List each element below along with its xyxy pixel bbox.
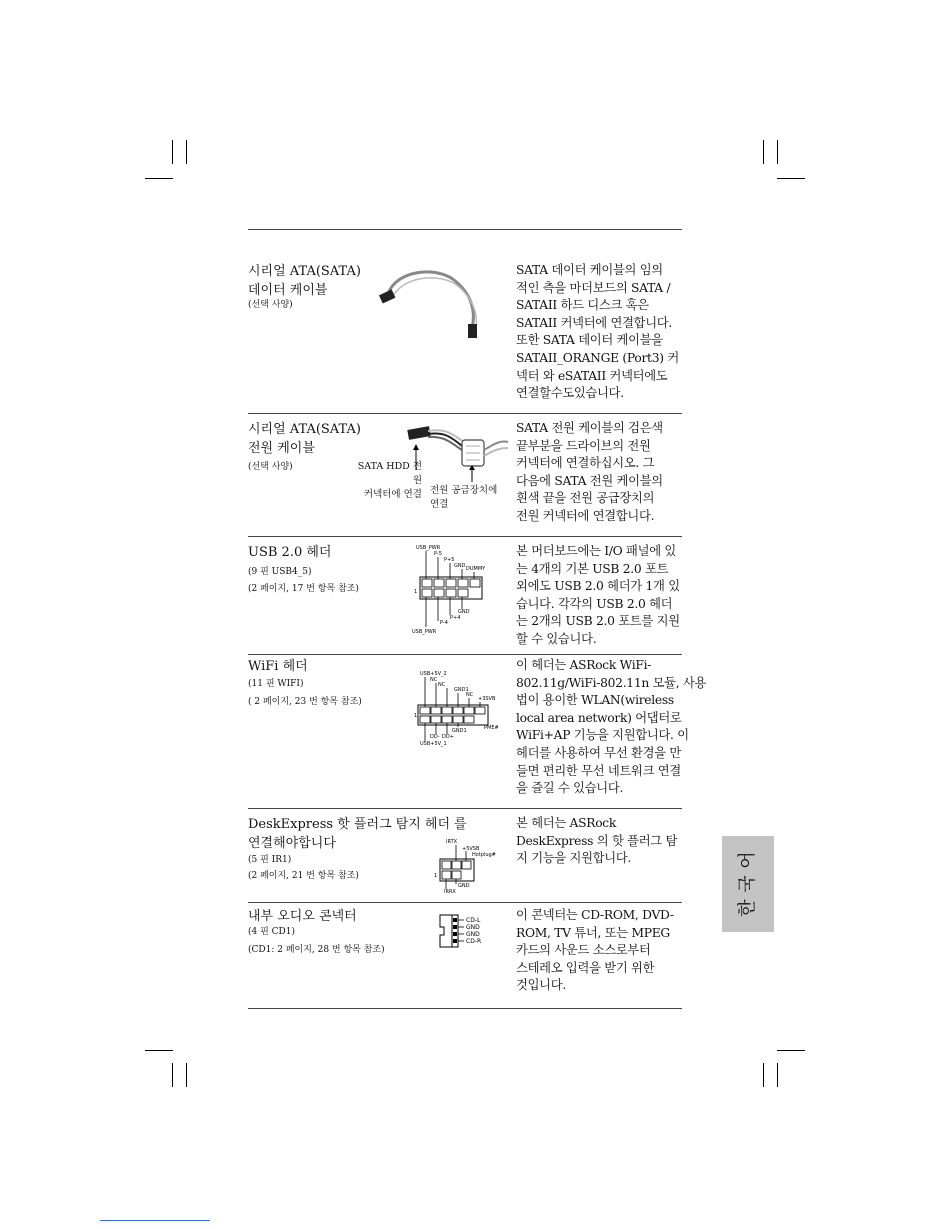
pin-label: USB_PWR <box>412 629 437 635</box>
description-line: 흰색 끝을 전원 공급장치의 <box>516 491 655 506</box>
pin-label: DD- <box>430 734 440 740</box>
pin-label: IRRX <box>444 889 456 895</box>
pin-label: +3SVB <box>478 696 496 702</box>
description-line: 외에도 USB 2.0 헤더가 1개 있 <box>516 579 680 594</box>
pin-label: Hotplug# <box>472 852 496 858</box>
section-note: (11 핀 WIFI) <box>248 679 304 689</box>
section-sata-data-cable <box>248 262 682 412</box>
section-description <box>516 420 686 526</box>
description-line: 본 머더보드에는 I/O 패널에 있 <box>516 544 676 558</box>
label-line: 커넥터에 연결 <box>363 489 422 500</box>
title-line: 데이터 케이블 <box>248 283 328 298</box>
description-line: 을 즐길 수 있습니다. <box>516 781 624 796</box>
section-deskexpress-header <box>248 815 682 901</box>
label-line: SATA HDD 전원 <box>357 461 422 486</box>
title-line: WiFi 헤더 <box>248 659 308 674</box>
crop-mark <box>777 140 778 164</box>
section-note: (4 핀 CD1) <box>248 927 295 937</box>
pin-label: NC <box>438 682 446 688</box>
pin-label: P-5 <box>434 551 442 557</box>
pin-label: USB+5V_1 <box>420 741 447 747</box>
pin-one-marker: 1 <box>434 873 438 879</box>
pin-label: USB+5V_2 <box>420 671 447 677</box>
pin-label: P-4 <box>440 620 448 626</box>
crop-mark <box>172 1063 173 1087</box>
description-line: SATAII_ORANGE (Port3) 커 <box>516 350 679 365</box>
section-title <box>248 657 308 676</box>
description-line: 지 기능을 지원합니다. <box>516 851 632 866</box>
description-line: 는 4개의 기본 USB 2.0 포트 <box>516 561 669 576</box>
description-line: SATAII 커넥터에 연결합니다. <box>516 315 672 330</box>
section-title <box>248 262 361 300</box>
pin-one-marker: 1 <box>414 589 418 595</box>
power-label-left <box>352 460 422 502</box>
audio-connector-pinout <box>438 913 508 953</box>
description-line: DeskExpress 의 핫 플러그 탐 <box>516 833 678 848</box>
section-divider <box>248 654 682 655</box>
crop-mark <box>777 1063 778 1087</box>
description-line: 본 헤더는 ASRock <box>516 816 617 830</box>
section-title <box>248 907 357 926</box>
pin-label: NC <box>430 677 438 683</box>
section-note: (2 페이지, 21 번 항목 참조) <box>248 871 359 881</box>
description-line: SATAII 하드 디스크 혹은 <box>516 298 649 313</box>
description-line: 할 수 있습니다. <box>516 631 597 646</box>
description-line: 커넥터에 연결하십시오. 그 <box>516 456 655 471</box>
bottom-underline <box>100 1220 210 1221</box>
section-description <box>516 543 686 649</box>
crop-mark <box>145 178 173 179</box>
title-line: 연결해야합니다 <box>248 836 336 851</box>
description-line: 이 콘넥터는 CD-ROM, DVD- <box>516 908 674 922</box>
section-description <box>516 262 686 403</box>
usb-header-pinout <box>408 543 508 637</box>
title-line: 시리얼 ATA(SATA) <box>248 422 361 437</box>
title-line: DeskExpress 핫 플러그 탐지 헤더 를 <box>248 817 467 832</box>
description-line: 적인 측을 마더보드의 SATA / <box>516 280 671 295</box>
section-note: (9 핀 USB4_5) <box>248 567 312 577</box>
crop-mark <box>145 1050 173 1051</box>
title-line: 시리얼 ATA(SATA) <box>248 264 361 279</box>
section-divider <box>248 902 682 903</box>
section-description <box>516 907 686 995</box>
description-line: SATA 전원 케이블의 검은색 <box>516 421 663 435</box>
section-description <box>516 815 686 868</box>
description-line: 연결할수도있습니다. <box>516 386 624 401</box>
section-title <box>248 543 331 562</box>
section-note: (5 핀 IR1) <box>248 855 292 865</box>
description-line: 802.11g/WiFi-802.11n 모듈, 사용 <box>516 675 707 690</box>
pin-label: GND <box>466 931 480 938</box>
pin-one-marker: 1 <box>414 713 418 719</box>
pin-label: IRTX <box>446 839 458 845</box>
title-line: 내부 오디오 콘넥터 <box>248 909 357 924</box>
crop-mark <box>763 1063 764 1087</box>
sata-data-cable-image <box>376 262 496 342</box>
description-line: 스테레오 입력을 받기 위한 <box>516 960 655 975</box>
description-line: SATA 데이터 케이블의 임의 <box>516 263 663 277</box>
section-note: (CD1: 2 페이지, 28 번 항목 참조) <box>248 945 385 955</box>
description-line: 는 2개의 USB 2.0 포트를 지원 <box>516 614 680 629</box>
label-line: 연결 <box>430 499 449 510</box>
title-line: 전원 케이블 <box>248 441 315 456</box>
pin-label: CD-L <box>466 917 481 924</box>
pin-label: GND1 <box>452 728 467 734</box>
pin-label: P+5 <box>444 557 455 563</box>
section-note: (선택 사양) <box>248 300 293 310</box>
pin-label: PME# <box>484 725 499 731</box>
description-line: 들면 편리한 무선 네트워크 연결 <box>516 763 681 778</box>
description-line: 이 헤더는 ASRock WiFi- <box>516 658 652 672</box>
description-line: 습니다. 각각의 USB 2.0 헤더 <box>516 596 673 611</box>
pin-label: DD+ <box>442 734 454 740</box>
section-usb-header <box>248 543 682 653</box>
deskexpress-header-pinout <box>432 837 512 901</box>
tab-char: 국 <box>737 875 758 893</box>
description-line: local area network) 어댑터로 <box>516 710 682 725</box>
section-note: (2 페이지, 17 번 항목 참조) <box>248 584 359 594</box>
tab-char: 한 <box>737 899 758 917</box>
description-line: WiFi+AP 기능을 지원합니다. 이 <box>516 728 689 743</box>
pin-label: GND <box>454 563 466 569</box>
section-note: (선택 사양) <box>248 462 293 472</box>
top-rule <box>248 229 682 230</box>
description-line: ROM, TV 튜너, 또는 MPEG <box>516 925 670 940</box>
wifi-header-pinout <box>414 669 514 753</box>
crop-mark <box>777 178 805 179</box>
title-line: USB 2.0 헤더 <box>248 545 332 560</box>
section-divider <box>248 536 682 537</box>
label-line: 전원 공급장치에 <box>430 485 498 496</box>
section-sata-power-cable <box>248 420 682 532</box>
description-line: 법이 용이한 WLAN(wireless <box>516 693 674 708</box>
pin-label: CD-R <box>466 938 482 945</box>
description-line: 또한 SATA 데이터 케이블을 <box>516 333 663 348</box>
power-label-right <box>430 484 500 512</box>
description-line: 넥터 와 eSATAII 커넥터에도 <box>516 368 668 383</box>
description-line: 카드의 사운드 소스로부터 <box>516 943 651 958</box>
pin-label: NC <box>466 692 474 698</box>
description-line: 헤더를 사용하여 무선 환경을 만 <box>516 745 681 760</box>
description-line: 끝부분을 드라이브의 전원 <box>516 438 651 453</box>
section-divider <box>248 413 682 414</box>
section-note: ( 2 페이지, 23 번 항목 참조) <box>248 697 362 707</box>
language-tab-label <box>722 848 774 920</box>
pin-label: GND <box>466 924 480 931</box>
description-line: 전원 커넥터에 연결합니다. <box>516 508 655 523</box>
pin-label: GND <box>458 883 470 889</box>
pin-label: GND1 <box>454 687 469 693</box>
description-line: 것입니다. <box>516 978 566 993</box>
pin-label: USB_PWR <box>416 545 441 551</box>
pin-label: DUMMY <box>466 566 486 572</box>
crop-mark <box>777 1050 805 1051</box>
crop-mark <box>172 140 173 164</box>
section-title <box>248 420 361 458</box>
pin-label: GND <box>458 609 470 615</box>
section-description <box>516 657 707 798</box>
pin-label: +5VSB <box>462 846 480 852</box>
pin-label: P+4 <box>450 615 461 621</box>
section-wifi-header <box>248 657 707 807</box>
bottom-rule <box>248 1008 682 1009</box>
crop-mark <box>186 1063 187 1087</box>
section-internal-audio <box>248 907 682 1005</box>
tab-char: 어 <box>737 851 758 869</box>
description-line: 다음에 SATA 전원 케이블의 <box>516 473 663 488</box>
language-tab <box>722 836 774 932</box>
crop-mark <box>763 140 764 164</box>
crop-mark <box>186 140 187 164</box>
section-divider <box>248 808 682 809</box>
